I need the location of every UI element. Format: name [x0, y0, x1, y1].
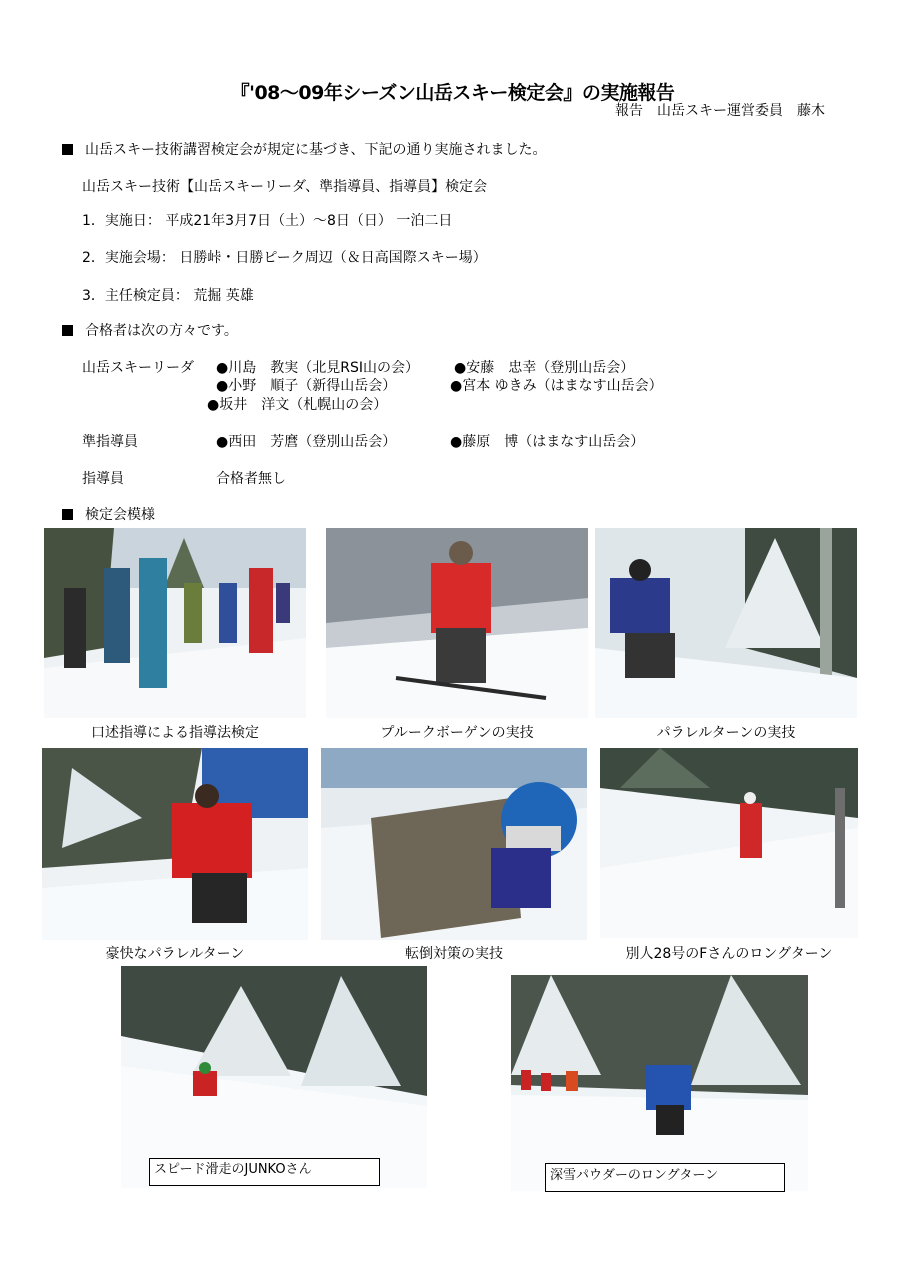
passers-heading	[62, 320, 238, 340]
leader-passer: ●安藤 忠幸（登別山岳会）	[454, 360, 635, 376]
leader-passer: ●宮本 ゆきみ（はまなす山岳会）	[450, 378, 663, 394]
instructor-value: 合格者無し	[216, 471, 286, 487]
photo-speed-junko	[121, 966, 427, 1188]
assistant-passer: ●西田 芳麿（登別山岳会）	[216, 434, 397, 450]
assistant-passer: ●藤原 博（はまなす山岳会）	[450, 434, 645, 450]
leader-passer: ●坂井 洋文（札幌山の会）	[207, 397, 388, 413]
caption-dynamic-parallel: 豪快なパラレルターン	[105, 946, 245, 962]
leader-passer: ●川島 教実（北見RSI山の会）	[216, 360, 419, 376]
instructor-label: 指導員	[82, 471, 124, 487]
caption-long-turn-f: 別人28号のFさんのロングターン	[625, 946, 833, 962]
course-line: 山岳スキー技術【山岳スキーリーダ、準指導員、指導員】検定会	[82, 179, 488, 195]
caption-fall-recovery: 転倒対策の実技	[405, 946, 503, 962]
photo-dynamic-parallel	[42, 748, 308, 940]
bullet-square-icon	[62, 509, 73, 520]
caption-snowplough: プルークボーゲンの実技	[380, 725, 534, 741]
bullet-square-icon	[62, 325, 73, 336]
item-venue: 2．実施会場： 日勝峠・日勝ピーク周辺（＆日高国際スキー場）	[82, 250, 487, 266]
caption-speed-junko: スピード滑走のJUNKOさん	[149, 1158, 380, 1186]
leader-passer: ●小野 順子（新得山岳会）	[216, 378, 397, 394]
bullet-square-icon	[62, 144, 73, 155]
item-date: 1．実施日： 平成21年3月7日（土）～8日（日） 一泊二日	[82, 213, 453, 229]
caption-oral-instruction: 口述指導による指導法検定	[91, 725, 259, 741]
photo-oral-instruction	[44, 528, 306, 718]
caption-parallel-turn: パラレルターンの実技	[656, 725, 796, 741]
photo-snowplough	[326, 528, 588, 718]
intro-line	[62, 139, 546, 159]
report-title: 『'08～09年シーズン山岳スキー検定会』の実施報告	[230, 82, 675, 104]
photo-powder-long-turn	[511, 975, 808, 1191]
assistant-label: 準指導員	[82, 434, 138, 450]
gallery-heading-text: 検定会模様	[85, 507, 155, 523]
item-examiner: 3．主任検定員： 荒掘 英雄	[82, 288, 254, 304]
caption-powder-long-turn: 深雪パウダーのロングターン	[545, 1163, 785, 1192]
photo-fall-recovery	[321, 748, 587, 940]
intro-text: 山岳スキー技術講習検定会が規定に基づき、下記の通り実施されました。	[85, 142, 547, 158]
passers-heading-text: 合格者は次の方々です。	[85, 323, 238, 339]
photo-parallel-turn	[595, 528, 857, 718]
photo-long-turn-f	[600, 748, 858, 938]
reporter: 報告 山岳スキー運営委員 藤木	[615, 103, 825, 119]
gallery-heading	[62, 504, 155, 524]
leader-label: 山岳スキーリーダ	[82, 360, 194, 376]
